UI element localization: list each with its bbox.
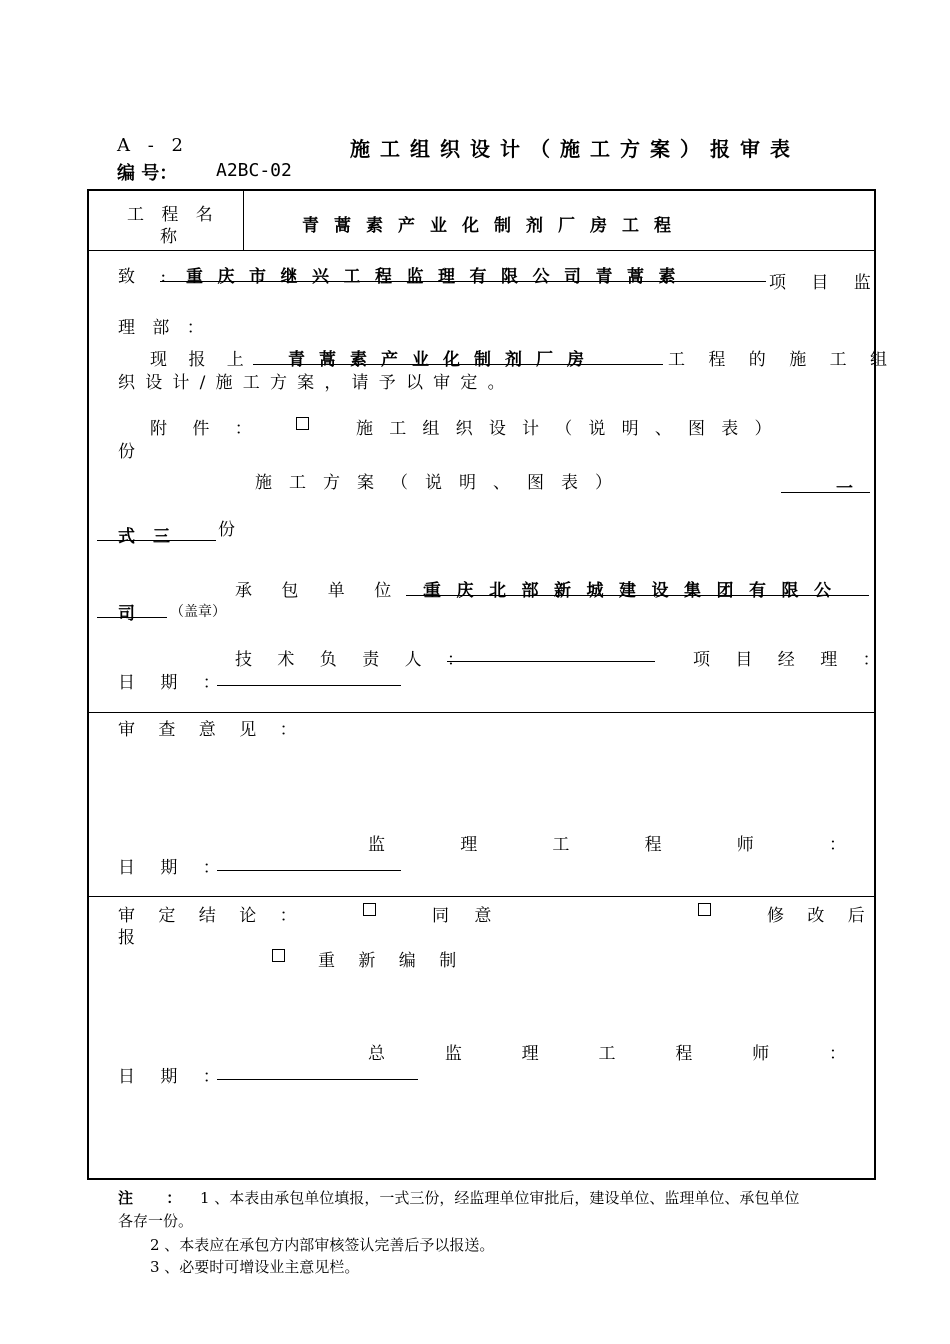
contractor-name-b: 司	[118, 604, 135, 624]
chief-label-char-7: ：	[828, 1044, 846, 1064]
attach-label: 附 件 ：	[150, 419, 262, 439]
engineer-label-char-1: 监	[368, 835, 385, 855]
review-date-line[interactable]	[217, 870, 401, 871]
chief-label-char-1: 总	[368, 1044, 385, 1064]
contractor-name: 重庆北部新城建设集团有限公	[424, 581, 847, 601]
agree-checkbox[interactable]	[363, 903, 376, 916]
note-2: 2 、本表应在承包方内部审核签认完善后予以报送。	[150, 1236, 495, 1254]
chief-label-char-3: 理	[521, 1044, 539, 1064]
report-prefix: 现 报 上	[150, 350, 252, 370]
seal-note: （盖章）	[170, 604, 226, 620]
engineer-label-char-6: ：	[828, 835, 846, 855]
note-1-line-2: 各存一份。	[118, 1212, 194, 1230]
row-divider-2	[88, 712, 876, 713]
engineer-label-char-5: 师	[736, 835, 754, 855]
conclusion-date-line[interactable]	[217, 1079, 418, 1080]
project-divider	[243, 190, 244, 250]
rework-option: 重 新 编 制	[318, 951, 466, 971]
engineer-label	[368, 830, 846, 855]
supervisor-company: 重庆市继兴工程监理有限公司青蒿素	[186, 267, 690, 287]
engineer-label-char-2: 理	[460, 835, 478, 855]
review-opinion-label: 审 查 意 见 ：	[118, 720, 306, 740]
note-3: 3 、必要时可增设业主意见栏。	[150, 1258, 360, 1276]
tech-lead-label: 技 术 负 责 人 ：	[235, 650, 475, 670]
attach-item1-checkbox[interactable]	[296, 417, 309, 430]
modify-checkbox[interactable]	[698, 903, 711, 916]
report-project: 青蒿素产业化制剂厂房	[288, 350, 598, 370]
submission-date-label: 日 期 ：	[118, 673, 230, 693]
modify-option-line-2: 报	[118, 928, 135, 948]
attach-item2-unit: 份	[218, 520, 235, 540]
project-name-label-2: 称	[160, 227, 177, 247]
row-divider-1	[88, 250, 876, 251]
attach-item1-unit: 份	[118, 442, 135, 462]
chief-label-char-5: 程	[675, 1044, 693, 1064]
attach-item1: 施 工 组 织 设 计 （ 说 明 、 图 表 ）	[356, 419, 777, 439]
report-project-underline	[253, 364, 663, 365]
project-name-value: 青蒿素产业化制剂厂房工程	[302, 216, 686, 236]
notes-label: 注 ：	[118, 1189, 196, 1207]
conclusion-date-label: 日 期 ：	[118, 1067, 230, 1087]
form-title: 施工组织设计（施工方案）报审表	[350, 137, 800, 161]
review-date-label: 日 期 ：	[118, 858, 230, 878]
attach-item2-count-b: 式三	[118, 527, 188, 547]
note-1: 1 、本表由承包单位填报，一式三份，经监理单位审批后，建设单位、监理单位、承包单位	[200, 1189, 800, 1207]
chief-label-char-6: 师	[752, 1044, 770, 1064]
form-number-value: A2BC-02	[216, 160, 292, 181]
report-line-2: 织 设 计 / 施 工 方 案 ， 请 予 以 审 定 。	[118, 373, 507, 393]
modify-option: 修 改 后	[767, 906, 874, 926]
agree-option: 同 意	[432, 906, 502, 926]
attach-count-underline-b	[97, 540, 216, 541]
contractor-label: 承 包 单 位 ：	[235, 581, 450, 601]
pm-label: 项 目 经 理 ：	[693, 650, 890, 670]
dept-line-2: 理 部 ：	[118, 318, 210, 338]
project-name-label: 工 程 名	[127, 205, 219, 225]
form-code: A - 2	[117, 135, 189, 156]
report-suffix: 工 程 的 施 工 组	[668, 350, 897, 370]
attach-item2-count-a: 一	[836, 479, 853, 499]
conclusion-label: 审 定 结 论 ：	[118, 906, 306, 926]
chief-label-char-4: 工	[598, 1044, 616, 1064]
attach-count-underline-a	[781, 492, 870, 493]
chief-label-char-2: 监	[444, 1044, 462, 1064]
row-divider-3	[88, 896, 876, 897]
form-number-label: 编 号：	[117, 163, 178, 184]
submission-date-line[interactable]	[217, 685, 401, 686]
to-label: 致 :	[118, 267, 177, 287]
contractor-name-underline-a	[406, 595, 869, 596]
engineer-label-char-4: 程	[644, 835, 662, 855]
rework-checkbox[interactable]	[272, 949, 285, 962]
engineer-label-char-3: 工	[552, 835, 570, 855]
supervisor-company-underline	[160, 281, 766, 282]
dept-suffix: 项 目 监	[769, 273, 881, 293]
contractor-name-underline-b	[97, 617, 167, 618]
attach-item2: 施 工 方 案 （ 说 明 、 图 表 ）	[255, 473, 618, 493]
chief-engineer-label	[368, 1039, 846, 1064]
tech-lead-signature-line[interactable]	[447, 661, 655, 662]
